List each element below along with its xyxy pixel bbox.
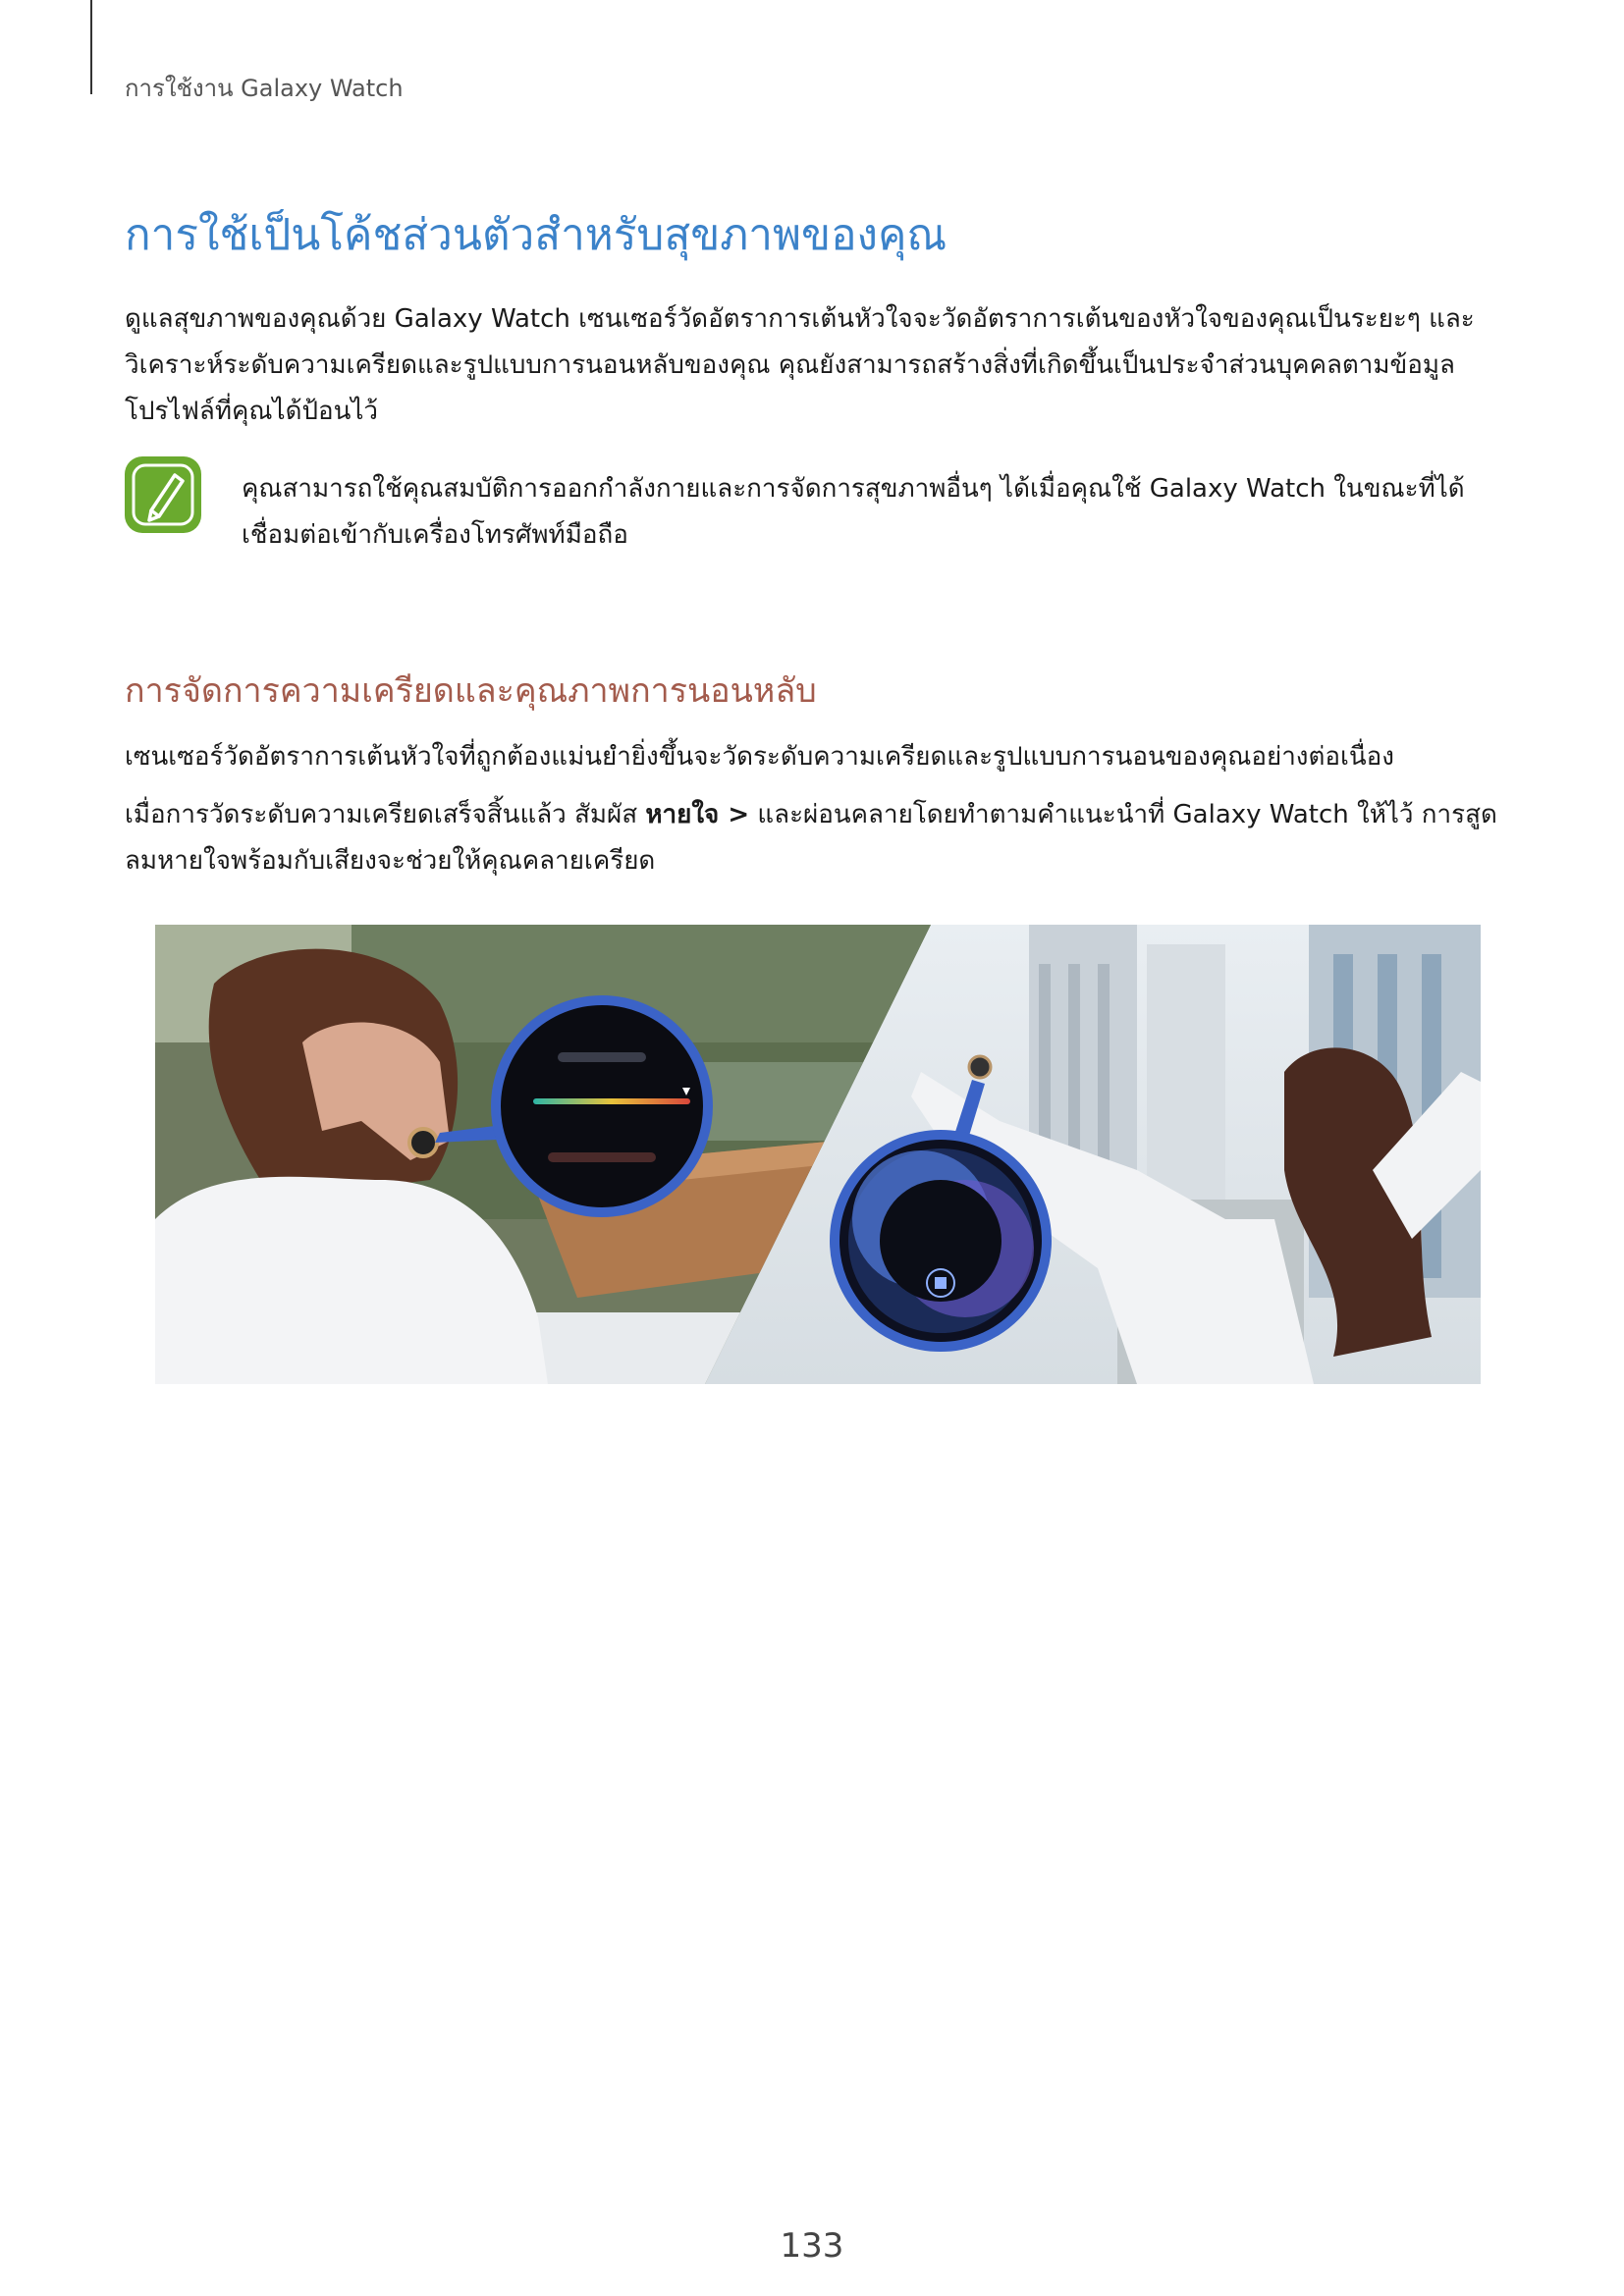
section-paragraph-2 — [125, 792, 1514, 884]
page-number: 133 — [780, 2226, 844, 2266]
section-title: การจัดการความเครียดและคุณภาพการนอนหลับ — [125, 671, 817, 711]
para2-start: เมื่อการวัดระดับความเครียดเสร็จสิ้นแล้ว สัมผัส — [125, 800, 646, 829]
stress-relief-illustration — [155, 925, 1481, 1384]
note-text: คุณสามารถใช้คุณสมบัติการออกกำลังกายและการจัดการสุขภาพอื่นๆ ได้เมื่อคุณใช้ Galaxy Watch ในขณะที่ได้เชื่อมต่อเข้ากับเครื่องโทรศัพท์มือถือ — [242, 474, 1465, 550]
header-rule — [90, 0, 92, 94]
intro-paragraph: ดูแลสุขภาพของคุณด้วย Galaxy Watch เซนเซอร์วัดอัตราการเต้นหัวใจจะวัดอัตราการเต้นของหัวใจของคุณเป็นระยะๆ และวิเคราะห์ระดับความเครียดและรูปแบบการนอนหลับของคุณ คุณยังสามารถสร้างสิ่งที่เกิดขึ้นเป็นประจำส่วนบุคคลตามข้อมูลโปรไฟล์ที่คุณได้ป้อนไว้ — [125, 304, 1475, 426]
page-title: การใช้เป็นโค้ชส่วนตัวสำหรับสุขภาพของคุณ — [125, 210, 947, 260]
stress-level-gauge — [533, 1098, 690, 1104]
breathe-menu-label: หายใจ > — [645, 800, 750, 829]
section-paragraph-1: เซนเซอร์วัดอัตราการเต้นหัวใจที่ถูกต้องแม่นยำยิ่งขึ้นจะวัดระดับความเครียดและรูปแบบการนอนของคุณอย่างต่อเนื่อง — [125, 742, 1394, 772]
stress-screen-callout — [496, 1000, 708, 1212]
running-header: การใช้งาน Galaxy Watch — [125, 75, 404, 102]
watch-on-wrist-left — [409, 1129, 437, 1156]
watch-on-wrist-right — [969, 1056, 991, 1078]
note-pencil-icon — [122, 454, 204, 536]
section-body — [125, 734, 1514, 884]
para2-end: และผ่อนคลายโดยทำตามคำแนะนำที่ Galaxy Watch ให้ไว้ การสูดลมหายใจพร้อมกับเสียงจะช่วยให้คุณคลายเครียด — [125, 800, 1497, 876]
